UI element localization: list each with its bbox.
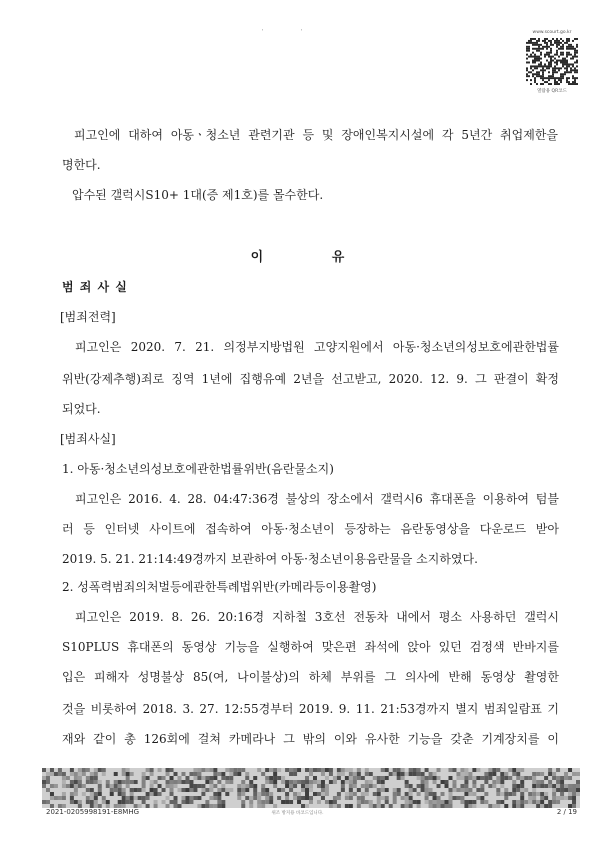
order-line-3: 압수된 갤럭시S10+ 1대(증 제1호)를 몰수한다. xyxy=(72,188,324,202)
record-line-2: 위반(강제추행)죄로 징역 1년에 집행유예 2년을 선고받고, 2020. 12. 9. 그 판결이 확정 xyxy=(62,372,559,386)
section-title-reasons: 이 유 xyxy=(250,250,377,265)
qr-code-icon xyxy=(526,38,578,85)
item-2-line-3: 입은 피해자 성명불상 85(여, 나이불상)의 하체 부위를 그 의사에 반해 동영상 촬영한 xyxy=(62,670,559,684)
item-2-line-1: 피고인은 2019. 8. 26. 20:16경 지하철 3호선 전동차 내에서 평소 사용하던 갤럭시 xyxy=(75,610,559,624)
page-number: 2 / 19 xyxy=(556,808,577,816)
item-1-heading: 1. 아동·청소년의성보호에관한법률위반(음란물소지) xyxy=(62,462,334,476)
item-2-line-4: 것을 비롯하여 2018. 3. 27. 12:55경부터 2019. 9. 11. 21:53경까지 별지 범죄일람표 기 xyxy=(62,702,559,716)
scan-mark: ' xyxy=(262,29,264,35)
scan-mark: ' xyxy=(300,29,303,35)
order-line-2: 명한다. xyxy=(62,158,101,172)
qr-caption: 열람용 QR코드 xyxy=(537,89,567,94)
record-line-1: 피고인은 2020. 7. 21. 의정부지방법원 고양지원에서 아동·청소년의성보호에관한법률 xyxy=(75,340,559,354)
anti-forgery-barcode-band xyxy=(42,768,580,808)
item-2-heading: 2. 성폭력범죄의처벌등에관한특례법위반(카메라등이용촬영) xyxy=(62,580,377,594)
barcode-note: 위조 방지용 바코드입니다. xyxy=(271,811,324,816)
item-2-line-5: 재와 같이 총 126회에 걸쳐 카메라나 그 밖의 이와 유사한 기능을 갖춘 기계장치를 이 xyxy=(62,732,559,746)
item-1-line-2: 러 등 인터넷 사이트에 접속하여 아동·청소년이 등장하는 음란동영상을 다운로드 받아 xyxy=(62,522,559,536)
subheading-crime-facts: [범죄사실] xyxy=(60,432,116,446)
item-2-line-2: S10PLUS 휴대폰의 동영상 기능을 실행하여 맞은편 좌석에 앉아 있던 검정색 반바지를 xyxy=(62,640,559,654)
item-1-line-3: 2019. 5. 21. 21:14:49경까지 보관하여 아동·청소년이용음란물을 소지하였다. xyxy=(62,552,478,566)
document-id: 2021-0205998191-E8MHG xyxy=(46,808,140,816)
order-line-1: 피고인에 대하여 아동ㆍ청소년 관련기관 등 및 장애인복지시설에 각 5년간 취업제한을 xyxy=(74,128,558,142)
section-heading-crime-facts: 범 죄 사 실 xyxy=(62,280,128,294)
record-line-3: 되었다. xyxy=(62,402,101,416)
scan-marks xyxy=(262,29,338,35)
qr-url-text: www.scourt.go.kr xyxy=(532,30,572,35)
subheading-criminal-record: [범죄전력] xyxy=(60,310,116,324)
item-1-line-1: 피고인은 2016. 4. 28. 04:47:36경 불상의 장소에서 갤럭시6 휴대폰을 이용하여 텀블 xyxy=(75,492,559,506)
